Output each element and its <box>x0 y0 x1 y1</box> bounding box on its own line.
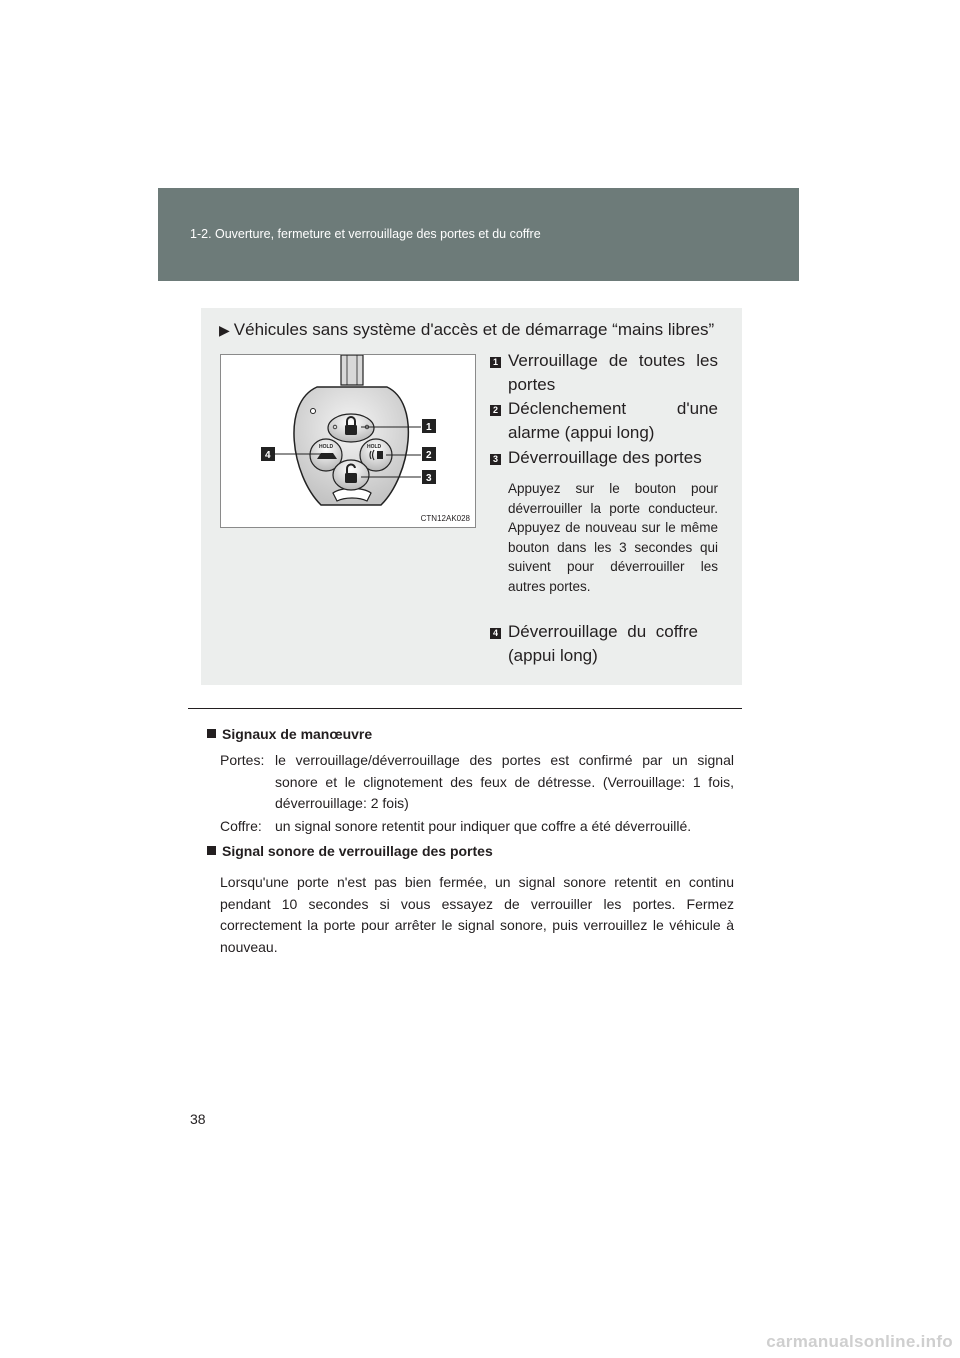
section-title: Signaux de manœuvre <box>207 726 372 742</box>
marker-1-icon: 1 <box>490 357 501 368</box>
marker-3-icon: 3 <box>490 454 501 465</box>
entry-term: Portes: <box>220 752 265 768</box>
chapter-header-title: 1-2. Ouverture, fermeture et verrouillage des portes et du coffre <box>190 227 541 241</box>
item-label: Déverrouillage des portes <box>508 448 702 467</box>
entry-term: Coffre: <box>220 818 262 834</box>
marker-2-icon: 2 <box>490 405 501 416</box>
item-label: Déverrouillage du coffre (appui long) <box>508 622 698 665</box>
hold-label-left: HOLD <box>319 444 334 450</box>
page-number: 38 <box>190 1111 206 1127</box>
marker-4-icon: 4 <box>490 628 501 639</box>
callout-3-label: 3 <box>426 473 432 484</box>
square-bullet-icon <box>207 729 216 738</box>
section-paragraph: Lorsqu'une porte n'est pas bien fermée, un signal sonore retentit en continu pendant 10 secondes si vous essayez de verrouiller les portes. Fermez correctement la porte pour arrêter le signal sonore, puis verrouillez le véhicule à nouveau. <box>220 874 734 955</box>
callout-2-label: 2 <box>426 450 432 461</box>
key-stem <box>341 355 363 385</box>
led-indicator <box>311 409 316 414</box>
panel-heading <box>219 320 714 340</box>
hold-label-right: HOLD <box>367 444 382 450</box>
figure-code: CTN12AK028 <box>420 514 470 523</box>
triangle-arrow-icon: ▶ <box>219 322 230 338</box>
item-label: Déclenchement d'une alarme (appui long) <box>508 399 718 442</box>
unlock-note: Appuyez sur le bouton pour déverrouiller la porte conducteur. Appuyez de nouveau sur le même bouton dans les 3 secondes qui suivent pour déverrouiller les autres portes. <box>508 481 718 594</box>
section-divider <box>188 708 742 709</box>
item-label: Verrouillage de toutes les portes <box>508 351 718 394</box>
key-fob-illustration <box>220 354 476 528</box>
section-title: Signal sonore de verrouillage des portes <box>207 843 493 859</box>
square-bullet-icon <box>207 846 216 855</box>
watermark: carmanualsonline.info <box>766 1332 953 1351</box>
panel-heading-text: Véhicules sans système d'accès et de démarrage “mains libres” <box>233 320 715 339</box>
entry-text: un signal sonore retentit pour indiquer que coffre a été déverrouillé. <box>275 818 692 834</box>
callout-4-label: 4 <box>265 450 271 461</box>
callout-1-label: 1 <box>426 422 432 433</box>
entry-text: le verrouillage/déverrouillage des portes est confirmé par un signal sonore et le clignotement des feux de détresse. (Verrouillage: 1 fois, déverrouillage: 2 fois) <box>275 752 734 811</box>
key-fob-drawing <box>221 355 475 527</box>
